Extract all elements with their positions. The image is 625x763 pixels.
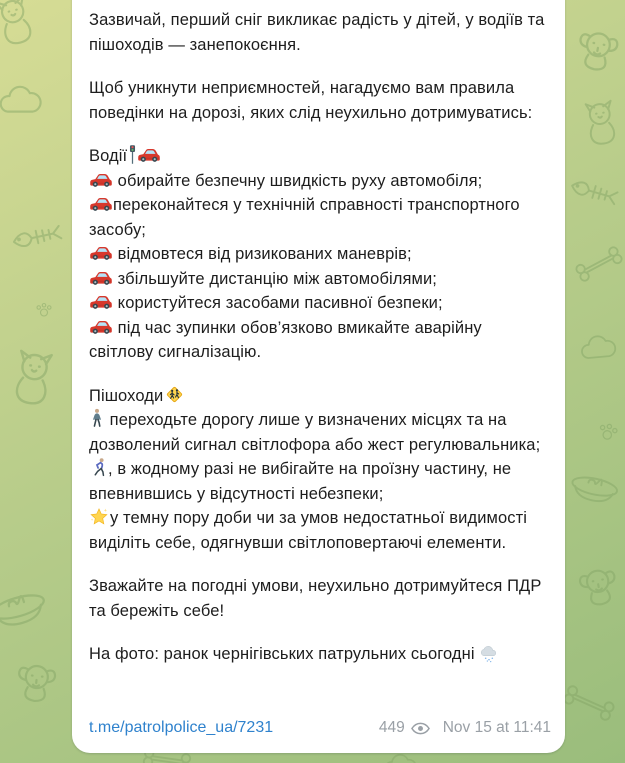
doodle-fishbone-icon [5, 214, 69, 259]
car-icon [138, 146, 160, 163]
text-run: , в жодному разі не вибігайте на проїзну частину, не впевнившись у відсутності небезпеки; [89, 460, 512, 503]
doodle-bone-icon [557, 679, 621, 726]
crossing-sign-icon [164, 384, 185, 405]
text-run: збільшуйте дистанцію між автомобілями; [113, 269, 437, 288]
doodle-cloud-icon [575, 328, 625, 366]
text-run: Зазвичай, перший сніг викликає радість у дітей, у водіїв та пішоходів — занепокоєння. [89, 11, 545, 54]
text-run: переходьте дорогу лише у визначених місцях та на дозволений сигнал світлофора або жест регулювальника; [89, 411, 541, 454]
car-icon [90, 293, 112, 310]
doodle-cat-icon [571, 93, 625, 154]
runner-icon [90, 457, 107, 478]
doodle-bowl-icon [562, 465, 625, 516]
text-run: Зважайте на погодні умови, неухильно дотримуйтеся ПДР та бережіть себе! [89, 577, 542, 620]
walker-icon [91, 408, 103, 429]
doodle-bowl-icon [0, 580, 57, 642]
star-icon [89, 507, 109, 527]
snow-cloud-icon [479, 643, 499, 663]
text-run: Пішоходи [89, 386, 164, 405]
message-paragraph [89, 384, 548, 556]
doodle-dog-icon [561, 17, 625, 89]
text-run: обирайте безпечну швидкість руху автомобіля; [113, 171, 483, 190]
message-paragraph [89, 8, 548, 57]
doodle-cat-icon [0, 0, 50, 56]
message-paragraph [89, 574, 548, 623]
car-icon [90, 269, 112, 286]
message-meta [379, 719, 551, 737]
views-count: 449 [378, 719, 405, 736]
text-run: у темну пору доби чи за умов недостатньої видимості виділіть себе, одягнувши світлоповертаючі елементи. [89, 509, 528, 552]
doodle-paw-icon [593, 417, 622, 446]
text-run: користуйтеся засобами пасивної безпеки; [113, 294, 443, 312]
message-bubble [72, 0, 565, 753]
doodle-fishbone-icon [563, 169, 625, 215]
timestamp: Nov 15 at 11:41 [442, 719, 551, 736]
post-link[interactable]: t.me/patrolpolice_ua/7231 [89, 719, 274, 736]
doodle-dog-icon [3, 652, 69, 718]
text-run: відмовтеся від ризикованих маневрів; [113, 245, 412, 263]
text-run: Водії [89, 147, 128, 165]
doodle-cloud-icon [0, 80, 56, 120]
message-paragraph [89, 76, 548, 125]
message-paragraph [89, 642, 548, 667]
car-icon [90, 244, 112, 261]
car-icon [90, 171, 112, 188]
traffic-light-icon [128, 144, 137, 165]
message-footer [89, 719, 551, 737]
car-icon [90, 318, 112, 335]
doodle-cat-icon [0, 341, 70, 416]
text-run: Щоб уникнути неприємностей, нагадуємо вам правила поведінки на дорозі, яких слід неухильно дотримуватись: [89, 79, 533, 122]
car-icon [90, 195, 112, 212]
eye-icon [411, 722, 430, 735]
message-text [89, 8, 548, 667]
text-run: під час зупинки обов’язково вмикайте аварійну світлову сигналізацію. [89, 318, 482, 361]
doodle-dog-icon [565, 555, 625, 622]
text-run: переконайтеся у технічній справності транспортного засобу; [89, 196, 520, 239]
message-paragraph [89, 144, 548, 365]
doodle-bone-icon [570, 241, 625, 288]
text-run: На фото: ранок чернігівських патрульних сьогодні [89, 645, 480, 663]
doodle-paw-icon [34, 300, 54, 320]
